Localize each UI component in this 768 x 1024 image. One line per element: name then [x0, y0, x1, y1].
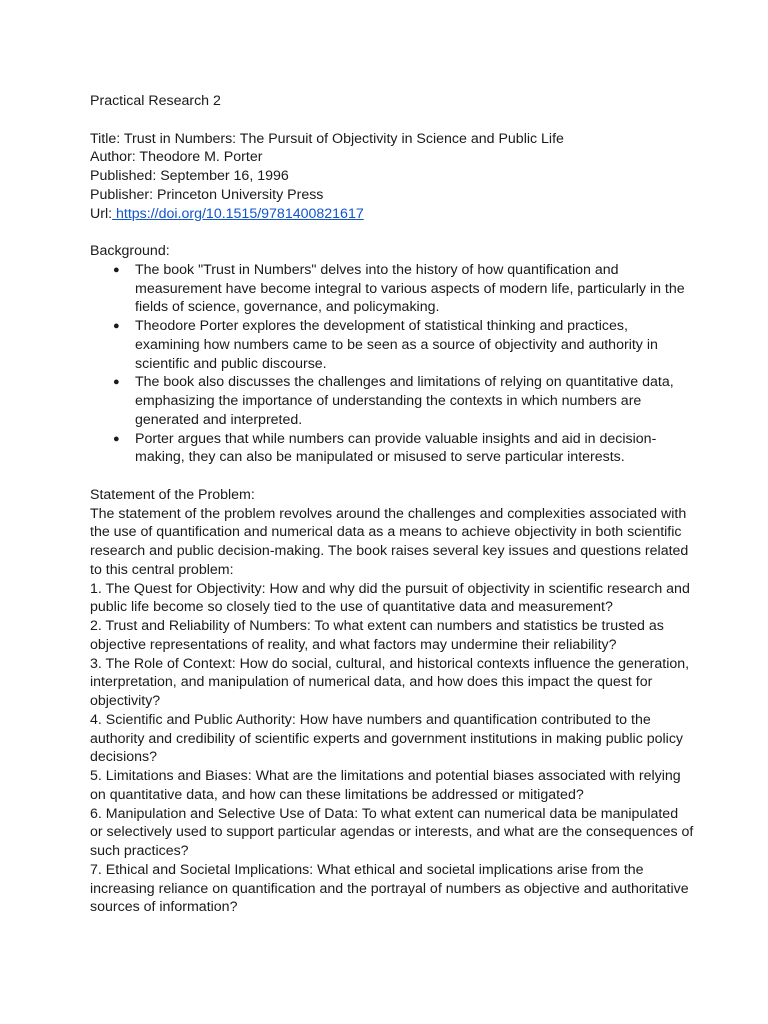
background-heading: Background:	[90, 243, 170, 259]
problem-line: research and public decision-making. The book raises several key issues and questions related	[90, 543, 689, 559]
bullet-line: scientific and public discourse.	[135, 355, 327, 372]
problem-line: 4. Scientific and Public Authority: How have numbers and quantification contributed to the	[90, 711, 651, 728]
list-item	[90, 430, 682, 468]
problem-line: decisions?	[90, 749, 158, 766]
problem-line: on quantitative data, and how can these limitations be addressed or mitigated?	[90, 786, 584, 803]
document-header: Practical Research 2	[90, 93, 221, 109]
url-label: Url:	[90, 205, 113, 222]
spacer	[90, 223, 682, 242]
bullet-line: fields of science, governance, and policymaking.	[135, 299, 440, 316]
problem-line: such practices?	[90, 843, 189, 859]
spacer	[90, 111, 682, 130]
problem-line: authority and credibility of scientific experts and government institutions in making public policy	[90, 730, 684, 747]
problem-line: or selectively used to support particular agendas or interests, and what are the consequences of	[90, 824, 694, 841]
problem-line: 1. The Quest for Objectivity: How and why did the pursuit of objectivity in scientific research and	[90, 580, 690, 597]
problem-line: 5. Limitations and Biases: What are the limitations and potential biases associated with relying	[90, 768, 681, 784]
bullet-line: making, they can also be manipulated or misused to serve particular interests.	[135, 449, 625, 466]
problem-line: public life become so closely tied to the use of quantitative data and measurement?	[90, 599, 613, 616]
bullet-line: measurement have become integral to various aspects of modern life, particularly in the	[135, 280, 685, 297]
book-publisher: Publisher: Princeton University Press	[90, 186, 324, 203]
background-list	[90, 261, 685, 467]
problem-section	[90, 486, 694, 917]
bullet-line: Theodore Porter explores the development of statistical thinking and practices,	[135, 318, 628, 334]
list-item	[90, 317, 682, 373]
book-title: Title: Trust in Numbers: The Pursuit of Objectivity in Science and Public Life	[90, 130, 564, 147]
problem-line: 6. Manipulation and Selective Use of Data: To what extent can numerical data be manipulated	[90, 805, 679, 822]
bullet-line: emphasizing the importance of understanding the contexts in which numbers are	[135, 393, 642, 409]
problem-line: increasing reliance on quantification and the portrayal of numbers as objective and authoritative	[90, 880, 689, 897]
problem-line: objectivity?	[90, 693, 161, 709]
bullet-line: examining how numbers came to be seen as a source of objectivity and authority in	[135, 336, 658, 353]
problem-line: interpretation, and manipulation of numerical data, and how does this impact the quest for	[90, 674, 653, 691]
problem-line: sources of information?	[90, 899, 238, 916]
book-published: Published: September 16, 1996	[90, 168, 289, 184]
problem-body	[90, 505, 694, 918]
bullet-line: The book also discusses the challenges and limitations of relying on quantitative data,	[135, 374, 674, 391]
problem-line: the use of quantification and numerical data as a means to achieve objectivity in both scientific	[90, 524, 682, 541]
problem-line: objective representations of reality, and what factors may undermine their reliability?	[90, 636, 617, 653]
spacer	[90, 467, 682, 486]
book-author: Author: Theodore M. Porter	[90, 149, 263, 166]
problem-line: The statement of the problem revolves around the challenges and complexities associated with	[90, 505, 687, 522]
bullet-line: generated and interpreted.	[135, 411, 303, 428]
list-item	[90, 261, 685, 317]
problem-line: 3. The Role of Context: How do social, cultural, and historical contexts influence the generation,	[90, 655, 690, 672]
bullet-line: The book "Trust in Numbers" delves into the history of how quantification and	[135, 261, 619, 278]
problem-line: 2. Trust and Reliability of Numbers: To what extent can numbers and statistics be trusted as	[90, 618, 664, 634]
doi-link[interactable]: https://doi.org/10.1515/9781400821617	[112, 205, 364, 222]
problem-line: to this central problem:	[90, 561, 234, 578]
background-section	[90, 242, 685, 467]
bullet-icon: ●	[113, 432, 120, 445]
bullet-icon: ●	[113, 320, 120, 332]
problem-line: 7. Ethical and Societal Implications: What ethical and societal implications arise from the	[90, 861, 644, 878]
bullet-icon: ●	[113, 263, 120, 276]
list-item	[90, 373, 682, 429]
bullet-icon: ●	[113, 376, 120, 389]
book-metadata	[90, 130, 682, 224]
book-url-row	[90, 205, 682, 224]
bullet-line: Porter argues that while numbers can provide valuable insights and aid in decision-	[135, 430, 657, 447]
problem-heading: Statement of the Problem:	[90, 486, 255, 503]
